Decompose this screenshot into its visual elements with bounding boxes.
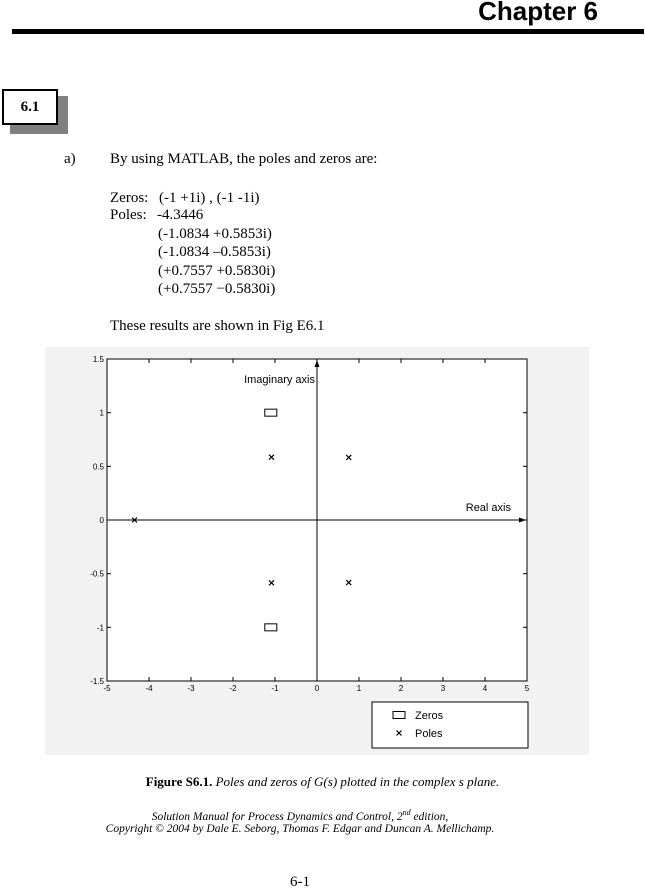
y-tick-label: -0.5: [90, 569, 104, 579]
pole-value: (+0.7557 +0.5830i): [158, 263, 276, 279]
header-rule: [12, 29, 644, 34]
pole-value: (+0.7557 −0.5830i): [158, 281, 276, 297]
section-box: [2, 89, 58, 125]
section-number: 6.1: [20, 99, 40, 115]
figure-caption: [0, 774, 645, 790]
pole-zero-plot: [45, 347, 589, 755]
footer-edition: edition,: [410, 810, 449, 823]
poles-label: Poles:: [110, 207, 147, 223]
footer-line-1: [0, 808, 600, 823]
imaginary-axis-label: Imaginary axis: [244, 374, 315, 386]
x-tick-label: 3: [440, 684, 446, 693]
zeros-label: Zeros:: [110, 190, 149, 206]
legend-label: Poles: [415, 728, 443, 740]
zero-marker: [265, 624, 277, 631]
zeros-value: (-1 +1i) , (-1 -1i): [159, 190, 260, 206]
x-tick-label: -4: [145, 684, 153, 693]
x-tick-label: 5: [524, 684, 530, 693]
legend-label: Zeros: [415, 710, 444, 722]
chapter-title: Chapter 6: [478, 0, 598, 26]
pole-value: (-1.0834 –0.5853i): [158, 244, 271, 260]
y-tick-label: 1: [99, 408, 104, 418]
pole-value: -4.3446: [157, 207, 204, 223]
caption-text: Poles and zeros of G(s) plotted in the complex s plane.: [215, 774, 500, 789]
y-tick-label: -1.5: [90, 677, 104, 686]
y-tick-label: 0: [99, 516, 104, 525]
footer-copyright: Copyright © 2004 by Dale E. Seborg, Thomas F. Edgar and Duncan A. Mellichamp.: [105, 823, 495, 835]
y-tick-label: 0.5: [92, 462, 104, 472]
x-tick-label: -2: [229, 684, 237, 693]
footer-title: Solution Manual for Process Dynamics and Control, 2: [151, 810, 403, 823]
y-tick-label: 1.5: [92, 355, 104, 364]
x-tick-label: 0: [314, 684, 320, 693]
x-tick-label: -3: [187, 684, 195, 693]
part-intro: By using MATLAB, the poles and zeros are:: [110, 151, 378, 167]
x-tick-label: 4: [482, 684, 488, 693]
y-tick-label: -1: [96, 623, 104, 633]
page-number: 6-1: [290, 874, 310, 890]
legend-zero-marker: [393, 712, 405, 719]
figure-label: Figure S6.1.: [145, 774, 213, 789]
pole-value: (-1.0834 +0.5853i): [158, 226, 272, 242]
zero-marker: [265, 409, 277, 416]
x-tick-label: -1: [271, 684, 279, 693]
result-text: These results are shown in Fig E6.1: [110, 318, 325, 334]
x-tick-label: -5: [103, 684, 111, 693]
part-label: a): [64, 151, 76, 167]
x-tick-label: 1: [356, 684, 362, 693]
footer-superscript: nd: [402, 808, 411, 817]
legend-box: [372, 702, 528, 748]
real-axis-label: Real axis: [465, 502, 511, 514]
x-tick-label: 2: [398, 684, 404, 693]
